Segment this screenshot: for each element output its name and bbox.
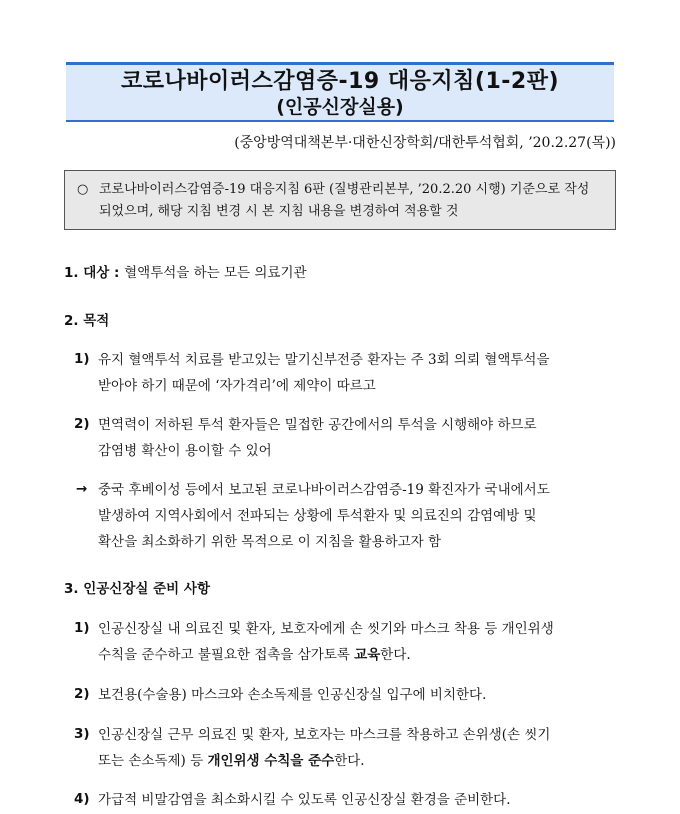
section-3-item-3-line-1: 인공신장실 근무 의료진 및 환자, 보호자는 마스크를 착용하고 손위생(손 씻기 (98, 727, 551, 743)
section-1-text: 혈액투석을 하는 모든 의료기관 (124, 265, 307, 281)
section-3-item-1-line-2 (98, 646, 411, 664)
section-3-item-1-emphasis: 교육 (354, 647, 381, 663)
section-3-item-1-line-2-pre: 수칙을 준수하고 불필요한 접촉을 삼가토록 (98, 647, 355, 663)
notice-text (99, 179, 603, 223)
section-2-heading: 2. 목적 (64, 313, 110, 329)
section-3-item-1-line-1: 인공신장실 내 의료진 및 환자, 보호자에게 손 씻기와 마스크 착용 등 개인위생 (98, 621, 554, 637)
section-1-number: 1. (64, 265, 79, 281)
notice-bullet: ○ (77, 182, 89, 197)
section-3-item-3-line-2-post: 한다. (334, 753, 365, 769)
section-2-item-2-line-2: 감염병 확산이 용이할 수 있어 (98, 443, 272, 459)
notice-box (64, 170, 616, 230)
section-3-item-3-line-2 (98, 752, 365, 770)
title-banner (66, 62, 614, 122)
section-1 (64, 264, 307, 282)
section-2-item-2-number: 2) (74, 416, 90, 432)
source-line: (중앙방역대책본부·대한신장학회/대한투석협회, ’20.2.27(목)) (234, 135, 616, 151)
document-subtitle: (인공신장실용) (276, 96, 404, 118)
arrow-icon: → (76, 481, 88, 497)
section-3-item-1-line-2-post: 한다. (380, 647, 411, 663)
section-1-label: 대상 : (83, 265, 120, 281)
section-2-arrow-line-2: 발생하여 지역사회에서 전파되는 상황에 투석환자 및 의료진의 감염예방 및 (98, 508, 537, 524)
section-2-item-1-number: 1) (74, 351, 90, 367)
section-2-arrow-line-1: 중국 후베이성 등에서 보고된 코로나바이러스감염증-19 확진자가 국내에서도 (98, 482, 550, 498)
section-3-item-3-number: 3) (74, 726, 90, 742)
section-2-item-2-line-1: 면역력이 저하된 투석 환자들은 밀접한 공간에서의 투석을 시행해야 하므로 (98, 417, 537, 433)
section-3-item-2-line-1: 보건용(수술용) 마스크와 손소독제를 인공신장실 입구에 비치한다. (98, 687, 487, 703)
notice-line-2: 되었으며, 해당 지침 변경 시 본 지침 내용을 변경하여 적용할 것 (99, 204, 459, 219)
section-3-item-3-emphasis: 개인위생 수칙을 준수 (207, 753, 335, 769)
notice-line-1: 코로나바이러스감염증-19 대응지침 6판 (질병관리본부, ’20.2.20 시행) 기준으로 작성 (99, 182, 590, 197)
section-2-arrow-line-3: 확산을 최소화하기 위한 목적으로 이 지침을 활용하고자 함 (98, 534, 442, 550)
section-2-item-1-line-2: 받아야 하기 때문에 ‘자가격리’에 제약이 따르고 (98, 378, 376, 394)
document-title: 코로나바이러스감염증-19 대응지침(1-2판) (120, 69, 560, 94)
section-2-item-1-line-1: 유지 혈액투석 치료를 받고있는 말기신부전증 환자는 주 3회 의뢰 혈액투석을 (98, 352, 550, 368)
section-3-item-2-number: 2) (74, 686, 90, 702)
section-3-heading: 3. 인공신장실 준비 사항 (64, 581, 210, 597)
section-3-item-3-line-2-pre: 또는 손소독제) 등 (98, 753, 208, 769)
section-3-item-1-number: 1) (74, 620, 90, 636)
section-3-item-4-line-1: 가급적 비말감염을 최소화시킬 수 있도록 인공신장실 환경을 준비한다. (98, 792, 511, 808)
section-3-item-4-number: 4) (74, 791, 90, 807)
